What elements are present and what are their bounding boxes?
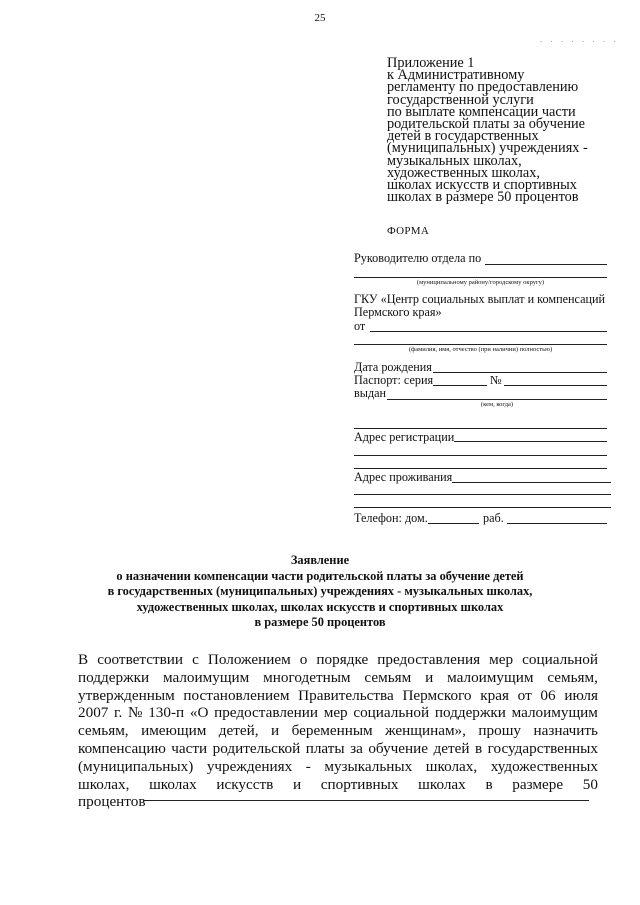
body-word: малоимущим	[162, 668, 250, 686]
appendix-line: государственной услуги	[387, 91, 534, 108]
percent-word: процентов	[78, 793, 146, 811]
name-hint: (фамилия, имя, отчество (при наличии) полностью)	[408, 346, 553, 353]
body-word: обучение	[368, 739, 429, 757]
scan-marks: . . . . . . . .	[540, 34, 619, 44]
body-word: родительской	[212, 739, 301, 757]
body-word: детей	[433, 739, 470, 757]
phone-home-label: Телефон: дом.	[354, 511, 428, 525]
body-word: предоставления	[377, 651, 481, 668]
body-word: малоимущим	[447, 668, 534, 686]
appendix-line: регламенту по предоставлению	[387, 79, 579, 96]
body-word: школах	[418, 775, 466, 793]
passport-number-line[interactable]	[504, 385, 607, 386]
body-line	[78, 704, 598, 722]
body-word: детей,	[218, 722, 259, 740]
phone-home-line[interactable]	[428, 523, 479, 524]
appendix-line: Приложение 1	[387, 55, 475, 71]
body-line	[78, 651, 598, 669]
body-word: 06	[540, 686, 556, 704]
body-word: школах	[149, 775, 197, 793]
applicant-name-line-2[interactable]	[354, 344, 607, 345]
body-word: школах,	[425, 757, 478, 775]
phone-work-line[interactable]	[507, 523, 607, 524]
body-word: соответствии	[97, 651, 184, 668]
title-line: в государственных (муниципальных) учреждениях - музыкальных школах,	[107, 584, 533, 599]
applicant-name-line-1[interactable]	[370, 331, 607, 332]
passport-series-label: Паспорт: серия	[354, 373, 434, 387]
appendix-line: по выплате компенсации части	[387, 103, 576, 120]
birth-date-label: Дата рождения	[354, 360, 432, 374]
appendix-header	[387, 55, 627, 206]
body-word: и	[292, 775, 302, 793]
body-word: музыкальных	[324, 757, 413, 775]
body-word: малоимущим	[511, 704, 598, 722]
body-word: части	[171, 739, 208, 757]
body-word: размере	[512, 775, 564, 793]
body-word: за	[350, 739, 363, 757]
live-address-line-2[interactable]	[354, 494, 611, 495]
body-word: семьям,	[547, 668, 598, 686]
body-word: социальной	[522, 651, 598, 668]
body-word: школах,	[78, 775, 130, 793]
birth-date-line[interactable]	[433, 372, 607, 373]
body-word: поддержки	[78, 668, 150, 686]
body-word: компенсацию	[78, 739, 166, 757]
body-word: о	[299, 651, 308, 668]
body-line	[78, 758, 598, 776]
appendix-line: к Административному	[387, 67, 525, 84]
body-word: порядке	[316, 651, 369, 668]
issued-line-2[interactable]	[354, 428, 607, 429]
head-of-department-label: Руководителю отдела по	[354, 251, 482, 265]
gku-line-2: Пермского края»	[354, 305, 442, 319]
title-line: в размере 50 процентов	[254, 615, 386, 630]
passport-number-label: №	[490, 373, 502, 387]
body-word: поддержки	[434, 704, 506, 722]
body-word: и	[425, 668, 434, 686]
body-word: утвержденным	[78, 686, 175, 704]
reg-address-line-3[interactable]	[354, 468, 607, 469]
title-line: художественных школах, школах искусств и спортивных школах	[136, 599, 504, 614]
body-last-line	[78, 793, 598, 811]
percent-fill-line[interactable]	[143, 800, 589, 801]
body-word: 50	[582, 775, 598, 793]
body-word: мер	[489, 651, 514, 668]
body-word: искусств	[216, 775, 274, 793]
appendix-line: музыкальных школах,	[387, 152, 522, 169]
reg-address-line-1[interactable]	[454, 441, 607, 442]
body-line	[78, 722, 598, 740]
district-line-2[interactable]	[354, 277, 607, 278]
body-word: спортивных	[320, 775, 399, 793]
document-title	[60, 553, 580, 631]
reg-address-label: Адрес регистрации	[354, 430, 455, 444]
phone-work-label: раб.	[483, 511, 504, 525]
body-word: прошу	[478, 722, 522, 740]
form-label: ФОРМА	[387, 225, 430, 237]
live-address-line-1[interactable]	[452, 482, 611, 483]
body-word: социальной	[353, 704, 430, 722]
reg-address-line-2[interactable]	[354, 455, 607, 456]
body-word: государственных	[487, 739, 598, 757]
page-number: 25	[314, 12, 326, 24]
body-word: семьям,	[78, 722, 129, 740]
body-line	[78, 740, 598, 758]
body-line	[78, 776, 598, 794]
body-word: г.	[114, 704, 123, 722]
body-word: (муниципальных)	[78, 757, 194, 775]
issued-line[interactable]	[387, 399, 607, 400]
body-word: художественных	[490, 757, 598, 775]
body-word: края	[480, 686, 509, 704]
body-word: Положением	[207, 651, 291, 668]
body-word: с	[192, 651, 199, 668]
body-word: многодетным	[263, 668, 351, 686]
body-word: постановлением	[183, 686, 290, 704]
appendix-line: (муниципальных) учреждениях -	[387, 140, 588, 157]
body-line	[78, 669, 598, 687]
body-line	[78, 687, 598, 705]
body-word: беременным	[291, 722, 373, 740]
issued-label: выдан	[354, 386, 387, 400]
body-word: мер	[323, 704, 348, 722]
body-word: в	[475, 739, 483, 757]
appendix-line: детей в государственных	[387, 128, 539, 145]
body-word: в	[485, 775, 493, 793]
body-word: платы	[305, 739, 345, 757]
gku-line-1: ГКУ «Центр социальных выплат и компенсаций	[354, 292, 606, 306]
body-word: В	[78, 651, 89, 668]
issued-hint: (кем, когда)	[480, 401, 514, 408]
body-word: от	[517, 686, 532, 704]
body-word: назначить	[533, 722, 598, 740]
body-word: предоставлении	[214, 704, 319, 722]
body-word: «О	[189, 704, 209, 722]
title-line: о назначении компенсации части родительской платы за обучение детей	[116, 568, 524, 583]
title-heading: Заявление	[290, 553, 350, 567]
appendix-line: школах искусств и спортивных	[387, 177, 577, 194]
application-body	[78, 651, 598, 811]
live-address-label: Адрес проживания	[354, 470, 453, 484]
body-word: и	[271, 722, 280, 740]
body-word: -	[305, 757, 311, 775]
passport-series-line[interactable]	[433, 385, 487, 386]
body-word: имеющим	[141, 722, 207, 740]
body-word: №	[128, 704, 143, 722]
body-word: Правительства	[298, 686, 394, 704]
appendix-line: родительской платы за обучение	[387, 116, 585, 133]
body-word: женщинам»,	[385, 722, 466, 740]
body-word: июля	[564, 686, 598, 704]
body-word: 130-п	[148, 704, 185, 722]
appendix-line: художественных школах,	[387, 164, 540, 181]
from-label: от	[354, 319, 366, 333]
appendix-line: школах в размере 50 процентов	[387, 189, 579, 206]
live-address-line-3[interactable]	[354, 507, 611, 508]
body-word: 2007	[78, 704, 109, 722]
body-word: учреждениях	[206, 757, 293, 775]
district-hint: (муниципальному району/городскому округу)	[416, 279, 545, 286]
district-line-1[interactable]	[485, 264, 607, 265]
body-word: семьям	[364, 668, 412, 686]
body-word: Пермского	[402, 686, 472, 704]
